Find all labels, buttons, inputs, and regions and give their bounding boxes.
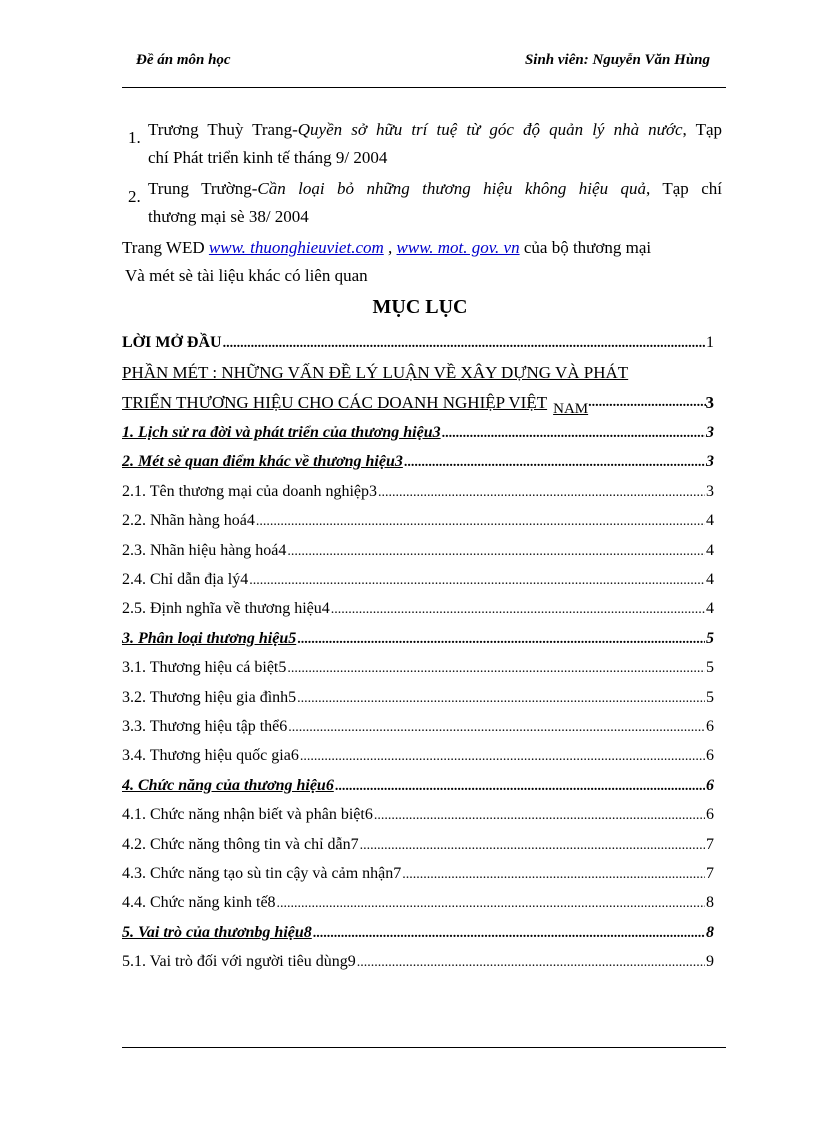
toc-leader [287,539,705,564]
toc-entry[interactable] [122,802,714,828]
toc-entry-label: 5. Vai trò của thươnbg hiệu8 [122,923,312,941]
toc-entry[interactable] [122,449,714,475]
reference-line [148,175,722,203]
toc-entry[interactable] [122,743,714,769]
toc-entry-page: 4 [706,512,714,530]
toc-entry[interactable] [122,508,714,534]
toc-part-one-line1[interactable]: PHẦN MÉT : NHỮNG VẤN ĐỀ LÝ LUẬN VỀ XÂY DỰNG VÀ PHÁT [122,363,629,382]
toc-title: MỤC LỤC [372,296,468,318]
toc-entry-page: 3 [706,453,714,471]
toc-entry-label: 3.1. Thương hiệu cá biệt5 [122,659,287,677]
reference-tail: , Tạp [682,120,723,139]
toc-leader [404,450,705,475]
toc-entry[interactable] [122,773,714,799]
toc-leader [256,509,705,534]
toc-entry-label: 4. Chức năng của thương hiệu6 [122,776,334,794]
link-mot-gov[interactable]: www. mot. gov. vn [396,238,520,257]
toc-entry[interactable] [122,420,714,446]
toc-part-one-page: 3 [705,393,714,412]
toc-part-one-tail: NAM [553,401,589,417]
toc-entry-label: 2.4. Chỉ dẫn địa lý4 [122,571,249,588]
toc-entry-page: 7 [706,835,714,853]
web-sources [122,236,722,260]
toc-entry-label: 4.3. Chức năng tạo sù tin cậy và cảm nhận7 [122,865,402,882]
reference-line [148,116,722,144]
toc-leader [360,833,705,858]
toc-leader [288,715,705,740]
toc-entry[interactable] [122,861,714,887]
reference-title: Quyền sở hữu trí tuệ từ góc độ quản lý nhà nước [297,120,683,139]
toc-entry[interactable] [122,538,714,564]
reference-author: Trương Thuỳ Trang- [148,120,298,139]
toc-leader [249,568,705,593]
toc-entry-label: 3.3. Thương hiệu tập thể6 [122,718,288,735]
header-rule [122,87,726,88]
toc-entry-label: 4.2. Chức năng thông tin và chỉ dẫn7 [122,835,359,853]
toc-entry[interactable] [122,714,714,740]
toc-entry-label: 3. Phân loại thương hiệu5 [122,629,297,647]
toc-entry-page: 6 [706,747,714,765]
toc-leader [378,480,705,505]
reference-author: Trung Trường- [148,179,258,198]
toc-entry-page: 3 [706,424,714,441]
toc-part-one-label: TRIỂN THƯƠNG HIỆU CHO CÁC DOANH NGHIỆP VIỆT [122,393,548,412]
toc-entry-intro[interactable] [122,330,714,356]
toc-entry-page: 5 [706,629,714,647]
toc-leader [287,656,705,681]
page-header [136,52,712,74]
toc-entry-label: 4.1. Chức năng nhận biết và phân biệt6 [122,806,373,824]
toc-leader [374,803,705,828]
toc-entry-page: 6 [706,776,714,794]
toc-entry[interactable] [122,920,714,946]
toc-leader [402,862,705,887]
toc-entry-page: 5 [706,688,714,706]
toc-entry-label: 1. Lịch sử ra đời và phát triển của thương hiệu3 [122,424,441,441]
toc-entry-page: 6 [706,718,714,735]
toc-entry-page: 3 [706,482,714,500]
reference-tail: , Tạp chí [646,179,722,198]
toc-entry[interactable] [122,890,714,916]
toc-entry-label: 2.5. Định nghĩa về thương hiệu4 [122,600,330,618]
link-thuonghieuviet[interactable]: www. thuonghieuviet.com [208,238,384,257]
reference-number: 2. [128,187,141,206]
toc-leader [331,597,705,622]
toc-entry-page: 9 [706,953,714,971]
toc-entry-label: 3.2. Thương hiệu gia đình5 [122,688,297,706]
toc-leader [297,686,705,711]
header-course: Đề án môn học [136,52,231,68]
toc-entry[interactable] [122,949,714,975]
toc-entry[interactable] [122,685,714,711]
footer-rule [122,1047,726,1048]
toc-entry-page: 7 [706,865,714,882]
toc-entry-label: 2.1. Tên thương mại của doanh nghiệp3 [122,482,378,500]
toc-leader [223,331,705,356]
toc-leader [357,950,705,975]
toc-entry-page: 4 [706,571,714,588]
toc-leader [313,921,705,946]
toc-leader [300,744,705,769]
toc-entry-label: 3.4. Thương hiệu quốc gia6 [122,747,299,765]
toc-entry-page: 4 [706,541,714,559]
toc-leader [277,891,705,916]
toc-entry[interactable] [122,567,714,593]
toc-entry-label: 2.2. Nhãn hàng hoá4 [122,512,255,530]
toc-entry[interactable] [122,626,714,652]
toc-entry-page: 1 [706,334,714,351]
toc-leader [588,389,705,417]
toc-entry-page: 4 [706,600,714,618]
toc-entry-label: 2. Mét sè quan điểm khác về thương hiệu3 [122,453,403,471]
reference-source: thương mại sè 38/ 2004 [148,207,309,226]
toc-entry[interactable] [122,655,714,681]
toc-entry-label: 2.3. Nhãn hiệu hàng hoá4 [122,541,287,559]
toc-entry[interactable] [122,479,714,505]
toc-entry-label: LỜI MỞ ĐẦU [122,334,222,351]
toc-leader [442,421,705,446]
toc-part-one-line2[interactable] [122,389,714,417]
header-student: Sinh viên: Nguyễn Văn Hùng [524,52,710,68]
reference-source: chí Phát triển kinh tế tháng 9/ 2004 [148,148,388,167]
toc-entry-label: 5.1. Vai trò đối với người tiêu dùng9 [122,953,356,971]
toc-entry[interactable] [122,596,714,622]
toc-entry-label: 4.4. Chức năng kinh tế8 [122,894,276,912]
other-documents: Và mét sè tài liệu khác có liên quan [125,266,368,285]
toc-entry-page: 8 [706,894,714,912]
toc-leader [335,774,705,799]
toc-entry-page: 6 [706,806,714,824]
toc-entry[interactable] [122,832,714,858]
reference-title: Cần loại bỏ những thương hiệu không hiệu quả [257,179,646,198]
web-prefix: Trang WED [122,238,205,257]
web-suffix: của bộ thương mại [523,238,652,257]
toc-entry-page: 8 [706,923,714,941]
toc-leader [297,627,705,652]
web-separator: , [383,238,393,257]
reference-number: 1. [128,128,141,147]
toc-entry-page: 5 [706,659,714,677]
